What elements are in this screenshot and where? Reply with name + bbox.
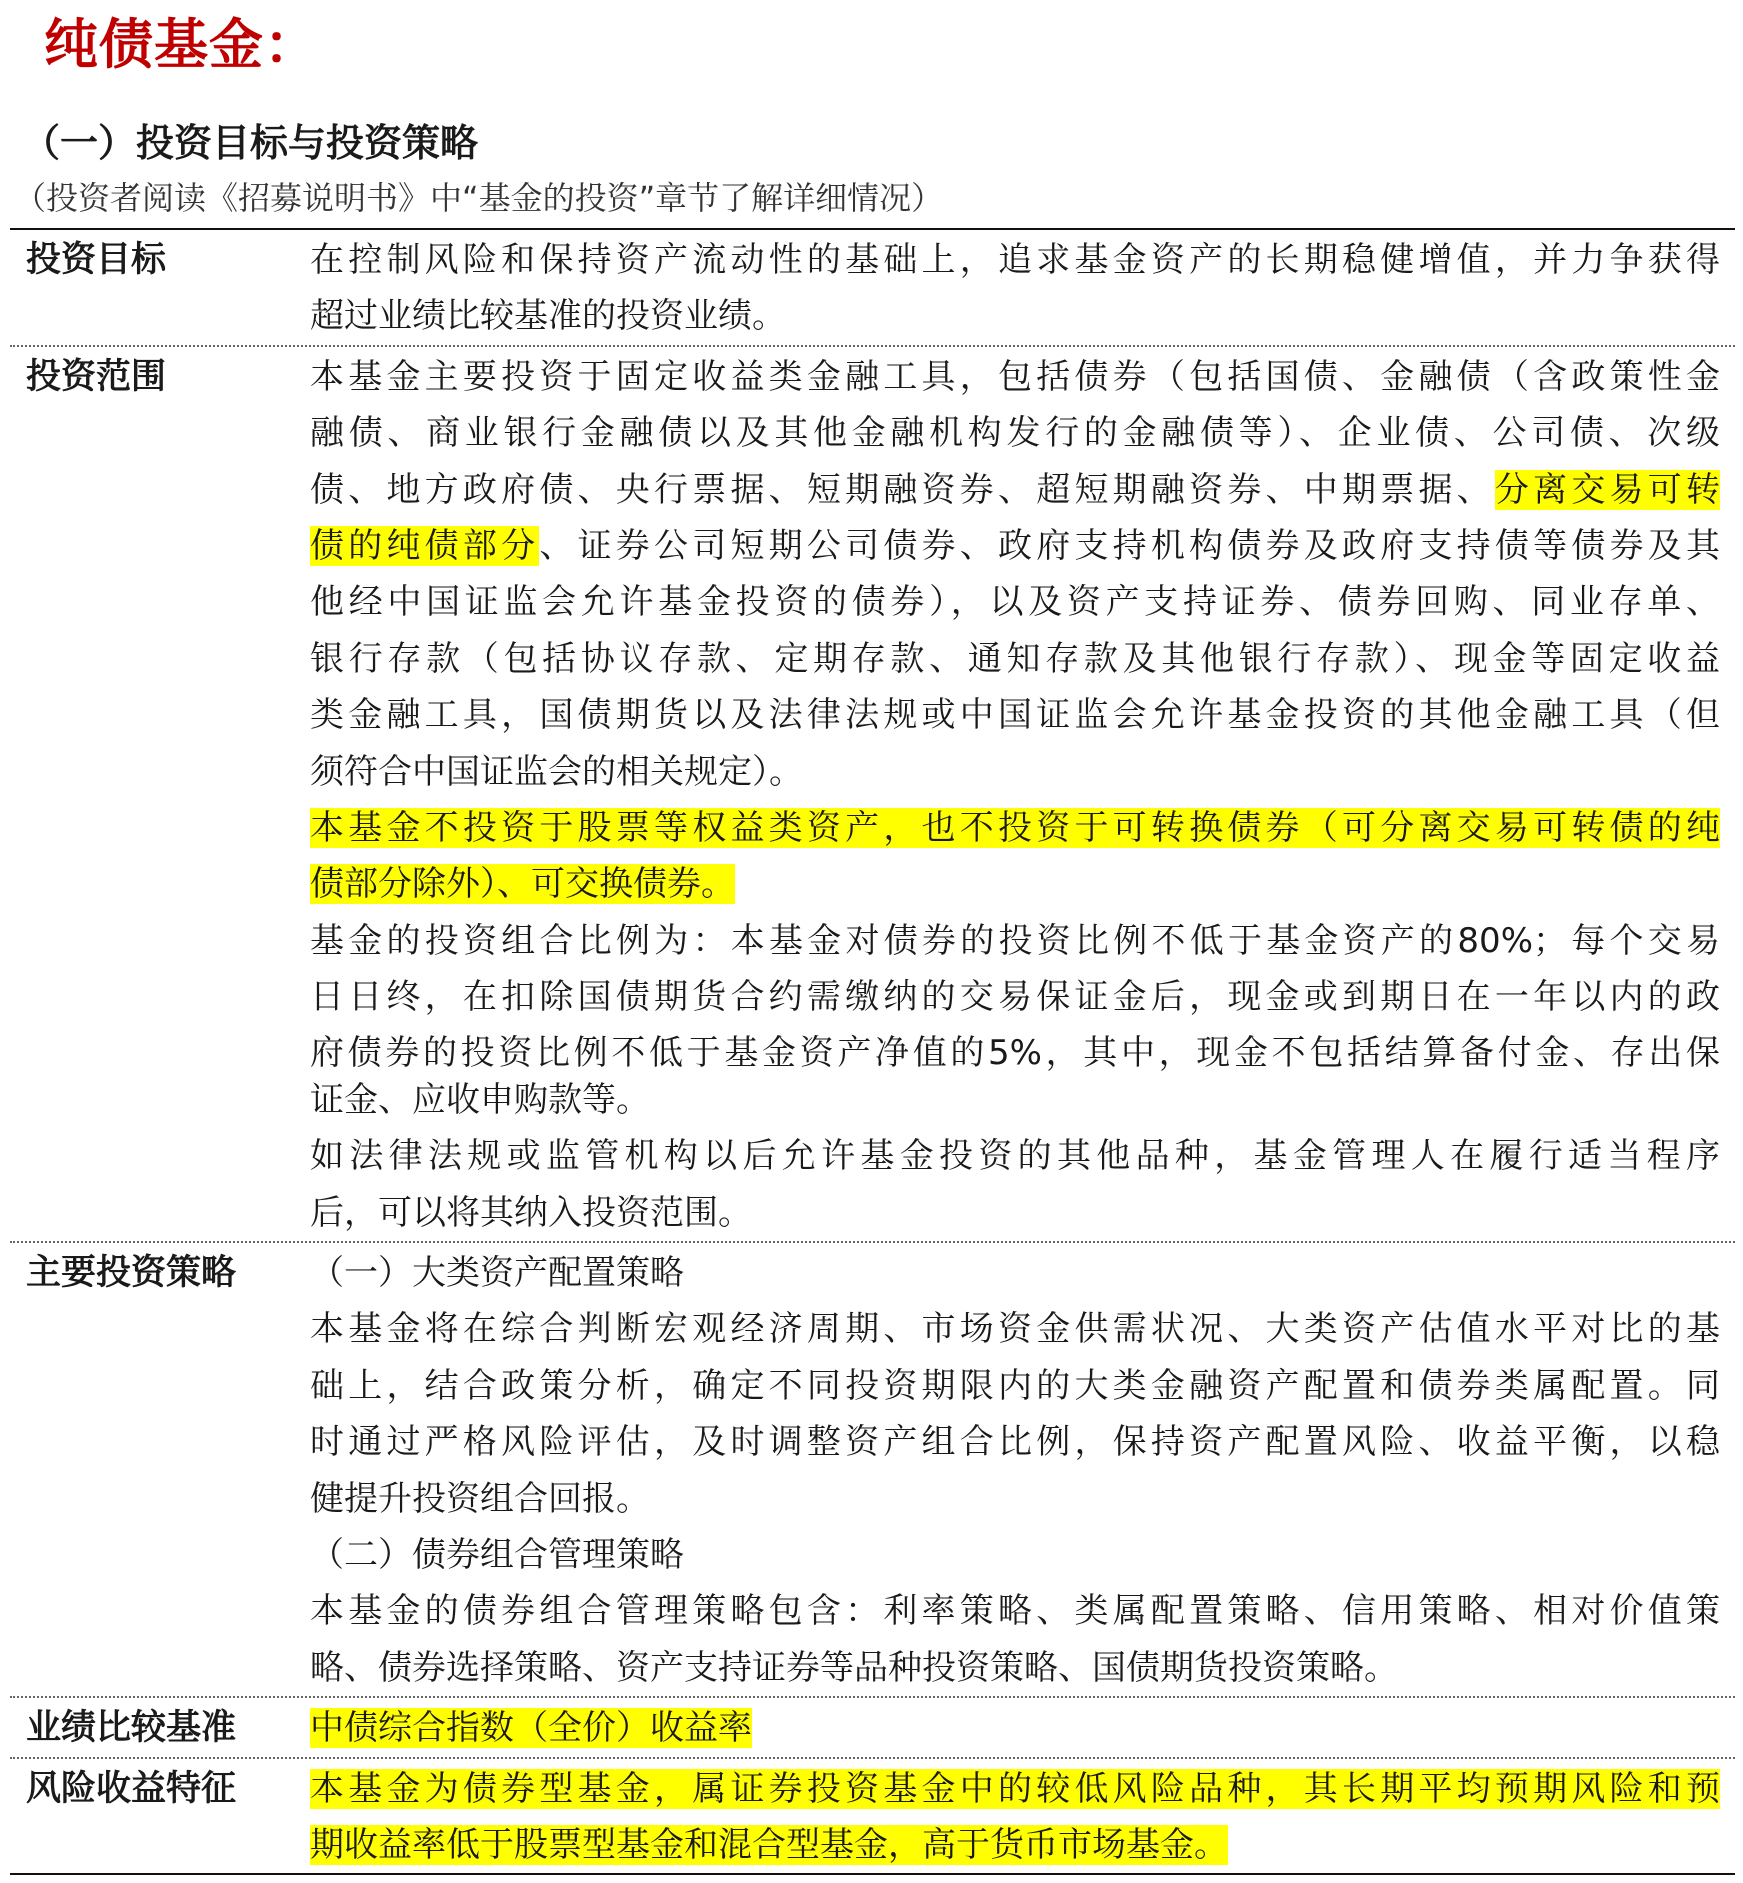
highlighted-text: 本基金不投资于股票等权益类资产，也不投资于可转换债券（可分离交易可转债的纯 bbox=[310, 807, 1720, 848]
section-heading: （一）投资目标与投资策略 bbox=[22, 121, 479, 165]
paragraph bbox=[310, 1700, 1720, 1756]
highlighted-text: 分离交易可转 bbox=[1494, 469, 1721, 510]
text-segment: 银行存款（包括协议存款、定期存款、通知存款及其他银行存款）、现金等固定收益 bbox=[310, 638, 1720, 679]
text-line bbox=[310, 1301, 1720, 1357]
text-segment: （一）大类资产配置策略 bbox=[310, 1253, 684, 1294]
text-segment: 他经中国证监会允许基金投资的债券），以及资产支持证券、债券回购、同业存单、 bbox=[310, 582, 1720, 623]
text-segment: 债、地方政府债、央行票据、短期融资券、超短期融资券、中期票据、 bbox=[310, 469, 1495, 510]
text-segment: 健提升投资组合回报。 bbox=[310, 1478, 650, 1519]
text-segment: 时通过严格风险评估，及时调整资产组合比例，保持资产配置风险、收益平衡，以稳 bbox=[310, 1422, 1720, 1463]
table-row bbox=[10, 345, 1735, 1241]
row-content bbox=[310, 1245, 1720, 1696]
highlighted-text: 本基金为债券型基金，属证券投资基金中的较低风险品种，其长期平均预期风险和预 bbox=[310, 1768, 1720, 1809]
text-line bbox=[310, 631, 1720, 687]
text-line bbox=[310, 800, 1720, 856]
text-segment: 在控制风险和保持资产流动性的基础上，追求基金资产的长期稳健增值，并力争获得 bbox=[310, 240, 1720, 280]
table-row bbox=[10, 1757, 1735, 1874]
row-label: 业绩比较基准 bbox=[26, 1708, 237, 1749]
text-segment: 府债券的投资比例不低于基金资产净值的5%，其中，现金不包括结算备付金、存出保 bbox=[310, 1033, 1720, 1074]
paragraph bbox=[310, 913, 1720, 1129]
row-content bbox=[310, 1700, 1720, 1756]
row-label: 投资目标 bbox=[26, 240, 167, 280]
paragraph bbox=[310, 1761, 1720, 1874]
text-line bbox=[310, 349, 1720, 405]
row-content bbox=[310, 1761, 1720, 1874]
text-line bbox=[310, 1358, 1720, 1414]
text-line bbox=[310, 1640, 1720, 1696]
row-label: 风险收益特征 bbox=[26, 1768, 237, 1809]
row-label: 投资范围 bbox=[26, 356, 167, 397]
text-segment: 类金融工具，国债期货以及法律法规或中国证监会允许基金投资的其他金融工具（但 bbox=[310, 695, 1720, 736]
text-line bbox=[310, 969, 1720, 1025]
row-label: 主要投资策略 bbox=[26, 1253, 237, 1294]
investment-table bbox=[10, 228, 1735, 1875]
row-content bbox=[310, 349, 1720, 1241]
text-line bbox=[310, 1583, 1720, 1639]
paragraph bbox=[310, 349, 1720, 800]
text-segment: 础上，结合政策分析，确定不同投资期限内的大类金融资产配置和债券类属配置。同 bbox=[310, 1365, 1720, 1406]
text-line bbox=[310, 856, 1720, 912]
paragraph bbox=[310, 232, 1720, 345]
text-segment: 基金的投资组合比例为：本基金对债券的投资比例不低于基金资产的80%；每个交易 bbox=[310, 920, 1720, 961]
text-line bbox=[310, 232, 1720, 288]
table-row bbox=[10, 1696, 1735, 1756]
text-line bbox=[310, 913, 1720, 969]
text-line bbox=[310, 1700, 1720, 1756]
text-line bbox=[310, 1761, 1720, 1817]
text-segment: 日日终，在扣除国债期货合约需缴纳的交易保证金后，现金或到期日在一年以内的政 bbox=[310, 977, 1720, 1018]
text-segment: 本基金主要投资于固定收益类金融工具，包括债券（包括国债、金融债（含政策性金 bbox=[310, 356, 1720, 397]
text-line bbox=[310, 462, 1720, 518]
text-line bbox=[310, 405, 1720, 461]
text-segment: 证金、应收申购款等。 bbox=[310, 1079, 650, 1120]
text-line bbox=[310, 744, 1720, 800]
paragraph bbox=[310, 800, 1720, 913]
highlighted-text: 债的纯债部分 bbox=[310, 525, 540, 566]
text-segment: 、证券公司短期公司债券、政府支持机构债券及政府支持债等债券及其 bbox=[539, 525, 1721, 566]
paragraph bbox=[310, 1128, 1720, 1241]
text-segment: 须符合中国证监会的相关规定）。 bbox=[310, 751, 803, 792]
text-line bbox=[310, 1817, 1720, 1873]
text-segment: 后，可以将其纳入投资范围。 bbox=[310, 1192, 752, 1233]
highlighted-text: 期收益率低于股票型基金和混合型基金，高于货币市场基金。 bbox=[310, 1824, 1228, 1865]
text-segment: 本基金将在综合判断宏观经济周期、市场资金供需状况、大类资产估值水平对比的基 bbox=[310, 1309, 1720, 1350]
text-line bbox=[310, 1527, 1720, 1583]
text-segment: （二）债券组合管理策略 bbox=[310, 1534, 684, 1575]
text-segment: 如法律法规或监管机构以后允许基金投资的其他品种，基金管理人在履行适当程序 bbox=[310, 1136, 1720, 1177]
text-segment: 本基金的债券组合管理策略包含：利率策略、类属配置策略、信用策略、相对价值策 bbox=[310, 1591, 1720, 1632]
paragraph bbox=[310, 1527, 1720, 1583]
text-line bbox=[310, 288, 1720, 344]
paragraph bbox=[310, 1583, 1720, 1696]
text-line bbox=[310, 518, 1720, 574]
table-row bbox=[10, 1241, 1735, 1696]
page-title: 纯债基金： bbox=[44, 13, 319, 76]
text-line bbox=[310, 687, 1720, 743]
highlighted-text: 中债综合指数（全价）收益率 bbox=[310, 1708, 752, 1749]
text-line bbox=[310, 1185, 1720, 1241]
text-line bbox=[310, 1245, 1720, 1301]
text-line bbox=[310, 574, 1720, 630]
text-segment: 略、债券选择策略、资产支持证券等品种投资策略、国债期货投资策略。 bbox=[310, 1647, 1398, 1688]
text-line bbox=[310, 1128, 1720, 1184]
table-row bbox=[10, 230, 1735, 345]
section-note: （投资者阅读《招募说明书》中“基金的投资”章节了解详细情况） bbox=[14, 179, 944, 217]
text-line bbox=[310, 1471, 1720, 1527]
row-content bbox=[310, 232, 1720, 345]
text-segment: 超过业绩比较基准的投资业绩。 bbox=[310, 296, 786, 337]
text-segment: 融债、商业银行金融债以及其他金融机构发行的金融债等）、企业债、公司债、次级 bbox=[310, 413, 1720, 454]
highlighted-text: 债部分除外）、可交换债券。 bbox=[310, 864, 735, 905]
text-line bbox=[310, 1414, 1720, 1470]
paragraph bbox=[310, 1301, 1720, 1527]
paragraph bbox=[310, 1245, 1720, 1301]
